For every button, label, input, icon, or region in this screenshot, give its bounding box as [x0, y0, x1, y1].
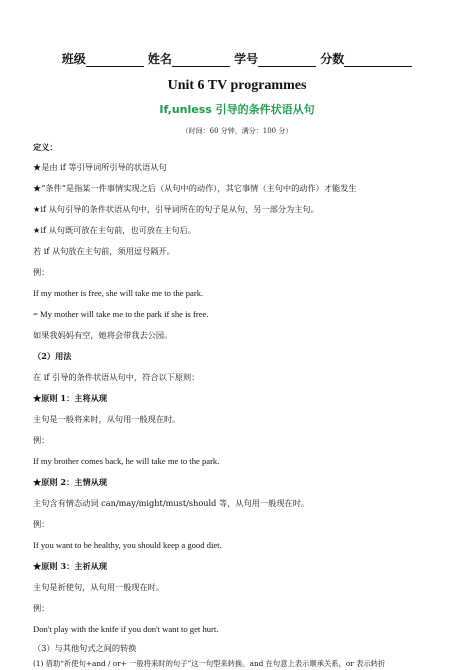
id-blank[interactable]: [258, 54, 316, 67]
name-blank[interactable]: [172, 54, 230, 67]
rule-1-heading: ★原则 1：主将从现: [33, 393, 108, 403]
score-blank[interactable]: [344, 54, 412, 67]
example-sentence: If my mother is free, she will take me to the park.: [33, 288, 204, 298]
rule-2-text: 主句含有情态动词 can/may/might/must/should 等，从句用一般现在时。: [33, 498, 310, 508]
example-translation: 如果我妈妈有空，她将会带我去公园。: [33, 330, 173, 340]
rule-1-text: 主句是一般将来时，从句用一般现在时。: [33, 414, 181, 424]
page-subtitle: If,unless 引导的条件状语从句: [159, 103, 315, 116]
example-label: 例：: [33, 435, 50, 445]
definition-point: ★if 从句既可放在主句前，也可放在主句后。: [33, 225, 196, 235]
score-label: 分数: [320, 52, 345, 66]
conversion-heading: （3）与其他句式之间的转换: [33, 643, 137, 653]
rule-2-heading: ★原则 2：主情从现: [33, 477, 108, 487]
definition-note: 若 if 从句放在主句前，须用逗号隔开。: [33, 246, 175, 256]
class-label: 班级: [61, 52, 86, 66]
exam-meta: （时间：60 分钟，满分：100 分）: [181, 127, 293, 135]
example-label: 例：: [33, 603, 50, 613]
definition-heading: 定义：: [33, 142, 58, 152]
rule-3-text: 主句是祈使句，从句用一般现在时。: [33, 582, 165, 592]
definition-point: ★是由 if 等引导词所引导的状语从句: [33, 162, 167, 172]
id-label: 学号: [234, 52, 259, 66]
rule-3-heading: ★原则 3：主祈从现: [33, 561, 108, 571]
example-label: 例：: [33, 519, 50, 529]
example-label: 例：: [33, 267, 50, 277]
example-sentence: If you want to be healthy, you should keep a good diet.: [33, 540, 222, 550]
student-info-header: [0, 50, 474, 67]
page-title: Unit 6 TV programmes: [167, 78, 307, 93]
conversion-text: (1) 借助“祈使句+and / or+ 一般将来时的句子”这一句型来转换。and 在句意上表示顺承关系，or 表示转折: [33, 659, 386, 668]
usage-heading: （2）用法: [33, 351, 72, 361]
example-sentence: Don't play with the knife if you don't want to get hurt.: [33, 624, 219, 634]
example-sentence: If my brother comes back, he will take me to the park.: [33, 456, 220, 466]
definition-point: ★if 从句引导的条件状语从句中，引导词所在的句子是从句，另一部分为主句。: [33, 204, 319, 214]
definition-point: ★“条件”是指某一件事情实现之后（从句中的动作），其它事情（主句中的动作）才能发生: [33, 183, 357, 193]
class-blank[interactable]: [86, 54, 144, 67]
example-sentence: = My mother will take me to the park if she is free.: [33, 309, 209, 319]
usage-intro: 在 if 引导的条件状语从句中，符合以下原则：: [33, 372, 200, 382]
name-label: 姓名: [147, 52, 172, 66]
